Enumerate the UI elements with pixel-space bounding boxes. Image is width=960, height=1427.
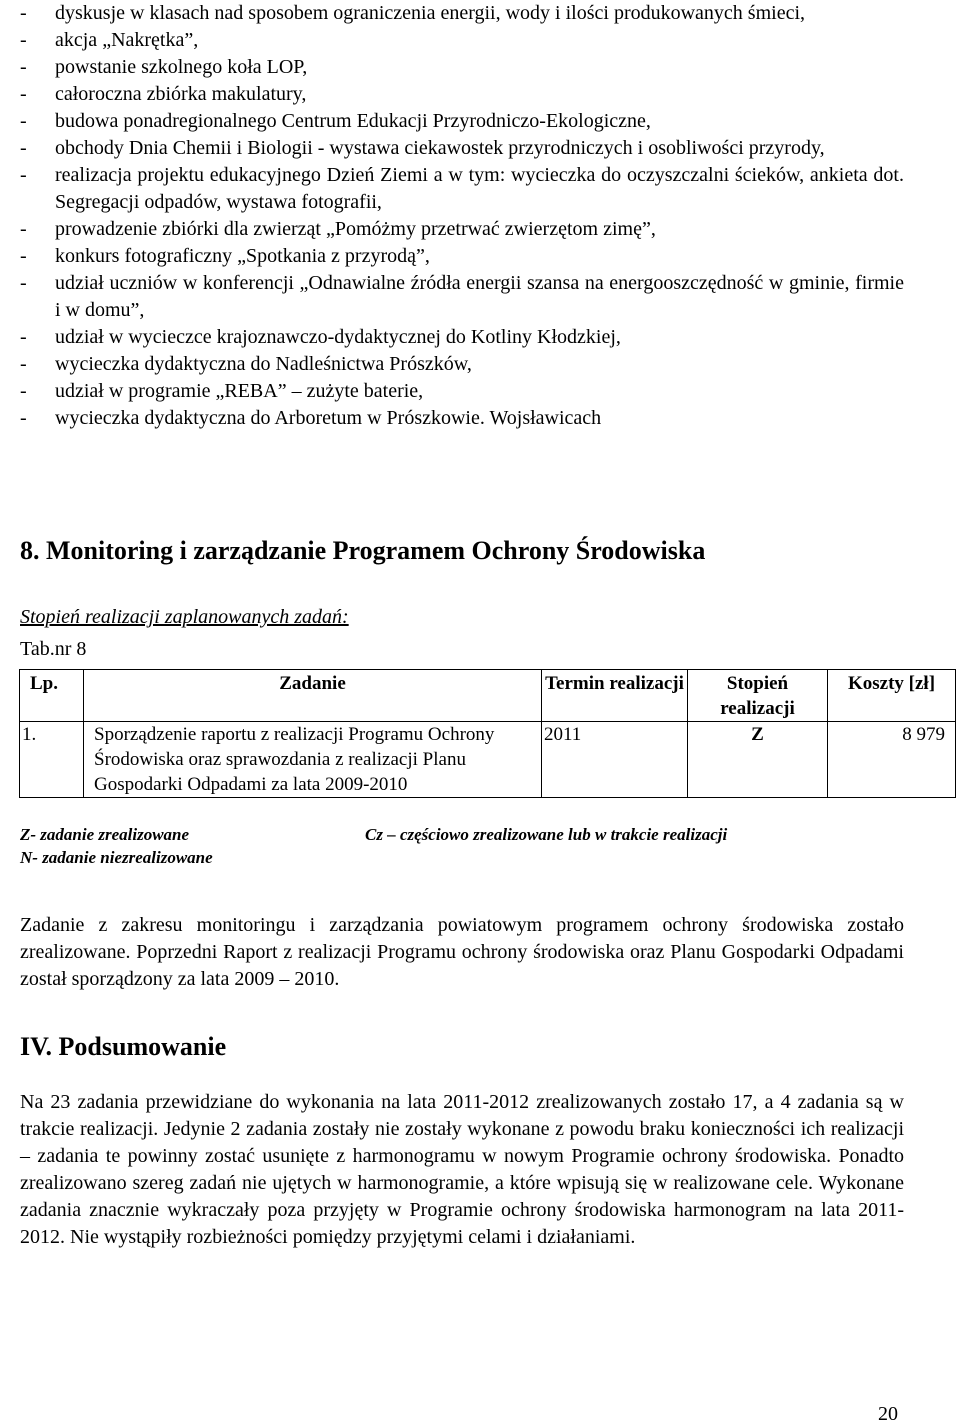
- list-item-text: dyskusje w klasach nad sposobem ograniczenia energii, wody i ilości produkowanych śmieci,: [55, 2, 806, 24]
- header-lp: Lp.: [20, 670, 84, 722]
- list-item-text: wycieczka dydaktyczna do Arboretum w Prószkowie. Wojsławicach: [55, 407, 602, 429]
- page-number: 20: [878, 1403, 898, 1425]
- table-header-row: [20, 670, 956, 722]
- list-item: [20, 243, 904, 270]
- list-item-text: budowa ponadregionalnego Centrum Edukacji Przyrodniczo-Ekologiczne,: [55, 110, 651, 132]
- list-item-text: całoroczna zbiórka makulatury,: [55, 83, 307, 105]
- monitoring-paragraph: Zadanie z zakresu monitoringu i zarządzania powiatowym programem ochrony środowiska zostało zrealizowane. Poprzedni Raport z realizacji Programu ochrony środowiska oraz Planu Gospodarki Odpadami został sporządzony za lata 2009 – 2010.: [20, 914, 904, 990]
- task-status-table: [19, 669, 956, 798]
- cell-stopien: Z: [688, 722, 828, 798]
- cell-zadanie: Sporządzenie raportu z realizacji Programu Ochrony Środowiska oraz sprawozdania z realizacji Planu Gospodarki Odpadami za lata 2009-2010: [84, 722, 542, 798]
- list-item-text: konkurs fotograficzny „Spotkania z przyrodą”,: [55, 245, 430, 267]
- table-caption: Tab.nr 8: [20, 638, 87, 660]
- bullet-dash: -: [20, 29, 27, 51]
- list-item-text: wycieczka dydaktyczna do Nadleśnictwa Prószków,: [55, 353, 472, 375]
- list-item: [20, 324, 904, 351]
- cell-lp: 1.: [20, 722, 84, 798]
- list-item-text: udział w wycieczce krajoznawczo-dydaktycznej do Kotliny Kłodzkiej,: [55, 326, 621, 348]
- header-stopien: Stopień realizacji: [688, 670, 828, 722]
- list-item-text: prowadzenie zbiórki dla zwierząt „Pomóżmy przetrwać zwierzętom zimę”,: [55, 218, 656, 240]
- part-iv-heading: IV. Podsumowanie: [20, 1032, 227, 1061]
- summary-paragraph: Na 23 zadania przewidziane do wykonania na lata 2011-2012 zrealizowanych zostało 17, a 4 zadania są w trakcie realizacji. Jedynie 2 zadania zostały nie zostały wykonane z powodu braku konieczności ich realizacji – zadania te powinny zostać usunięte z harmonogramu w nowym Programie ochrony środowiska. Ponadto zrealizowano szereg zadań nie ujętych w harmonogramie, a które wpisują się w realizowane cele. Wykonane zadania znacznie wykraczały poza przyjęty w Programie ochrony środowiska harmonogram na lata 2011-2012. Nie wystąpiły rozbieżności pomiędzy przyjętymi celami i działaniami.: [20, 1091, 904, 1248]
- list-item: [20, 270, 904, 324]
- list-item: [20, 351, 904, 378]
- list-item: [20, 378, 904, 405]
- header-zadanie: Zadanie: [84, 670, 542, 722]
- list-item: [20, 108, 904, 135]
- bullet-dash: -: [20, 56, 27, 78]
- cell-koszty: 8 979: [828, 722, 956, 798]
- bullet-dash: -: [20, 83, 27, 105]
- list-item-text: akcja „Nakrętka”,: [55, 29, 199, 51]
- legend-z: Z- zadanie zrealizowane: [20, 825, 190, 844]
- bullet-dash: -: [20, 110, 27, 132]
- legend-cz: Cz – częściowo zrealizowane lub w trakcie realizacji: [365, 825, 728, 844]
- header-koszty: Koszty [zł]: [828, 670, 956, 722]
- list-item: [20, 81, 904, 108]
- bullet-dash: -: [20, 164, 27, 186]
- cell-termin: 2011: [542, 722, 688, 798]
- bullet-dash: -: [20, 380, 27, 402]
- header-termin: Termin realizacji: [542, 670, 688, 722]
- bullet-dash: -: [20, 137, 27, 159]
- list-item: [20, 54, 904, 81]
- activity-bullet-list: [20, 0, 904, 432]
- section-8-heading: 8. Monitoring i zarządzanie Programem Ochrony Środowiska: [20, 536, 706, 565]
- list-item-text: udział w programie „REBA” – zużyte baterie,: [55, 380, 424, 402]
- bullet-dash: -: [20, 218, 27, 240]
- legend-n: N- zadanie niezrealizowane: [20, 848, 213, 867]
- status-legend: [20, 823, 940, 869]
- list-item: [20, 27, 904, 54]
- list-item-text: powstanie szkolnego koła LOP,: [55, 56, 308, 78]
- list-item: [20, 0, 904, 27]
- task-status-subheading: Stopień realizacji zaplanowanych zadań:: [20, 606, 349, 628]
- bullet-dash: -: [20, 407, 27, 429]
- bullet-dash: -: [20, 245, 27, 267]
- list-item: [20, 135, 904, 162]
- table-row: [20, 722, 956, 798]
- list-item-text: obchody Dnia Chemii i Biologii - wystawa ciekawostek przyrodniczych i osobliwości przyrody,: [55, 137, 825, 159]
- bullet-dash: -: [20, 353, 27, 375]
- list-item: [20, 216, 904, 243]
- list-item-text: udział uczniów w konferencji „Odnawialne źródła energii szansa na energooszczędność w gminie, firmie i w domu”,: [55, 272, 904, 321]
- bullet-dash: -: [20, 326, 27, 348]
- list-item: [20, 162, 904, 216]
- list-item: [20, 405, 904, 432]
- list-item-text: realizacja projektu edukacyjnego Dzień Ziemi a w tym: wycieczka do oczyszczalni ścieków, ankieta dot. Segregacji odpadów, wystawa fotografii,: [55, 164, 904, 213]
- bullet-dash: -: [20, 2, 27, 24]
- bullet-dash: -: [20, 272, 27, 294]
